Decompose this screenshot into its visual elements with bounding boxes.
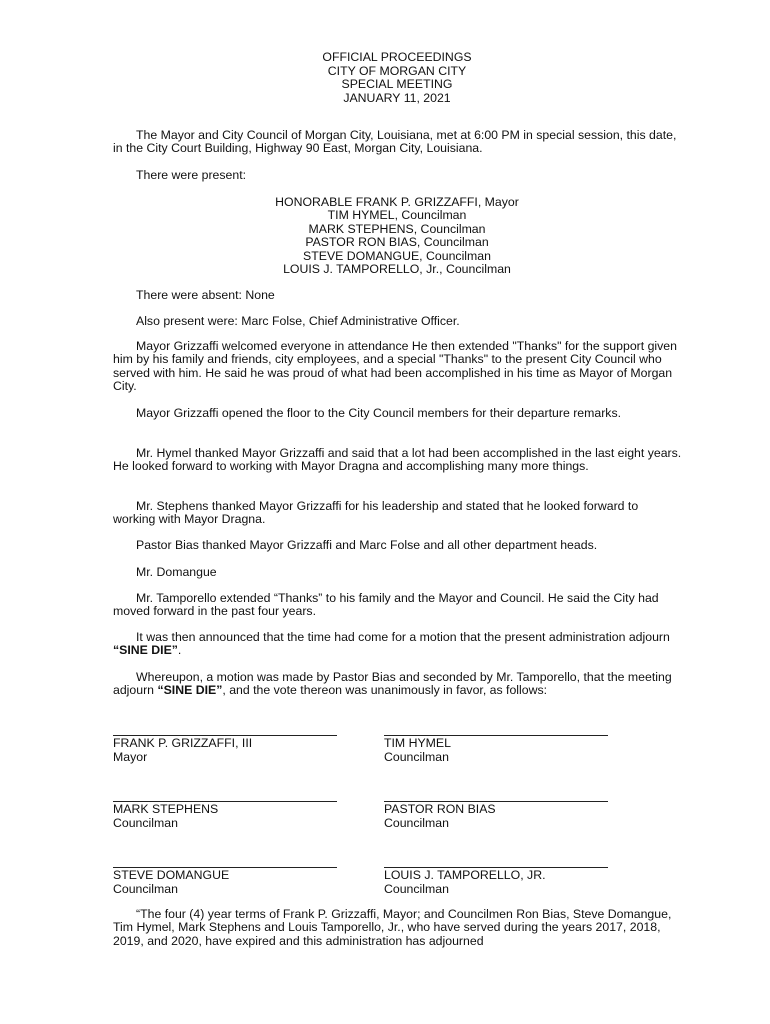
document-header [0, 51, 770, 105]
attendee-item: STEVE DOMANGUE, Councilman [303, 248, 491, 263]
signature-block [384, 735, 608, 764]
attendee-list [0, 196, 770, 276]
announce-paragraph [113, 631, 683, 658]
signature-title: Councilman [384, 749, 449, 764]
signature-block [384, 867, 608, 896]
stephens-paragraph: Mr. Stephens thanked Mayor Grizzaffi for his leadership and stated that he looked forward to working with Mayor Dragna. [113, 499, 639, 527]
also-present-paragraph: Also present were: Marc Folse, Chief Administrative Officer. [136, 314, 460, 328]
attendee-item: PASTOR RON BIAS, Councilman [305, 235, 489, 250]
domangue-paragraph: Mr. Domangue [136, 565, 217, 579]
announce-sine-die: “SINE DIE” [113, 643, 178, 658]
header-line-1: OFFICIAL PROCEEDINGS [322, 50, 472, 64]
header-line-4: JANUARY 11, 2021 [343, 90, 451, 105]
signature-title: Councilman [113, 815, 178, 830]
signature-title: Councilman [113, 881, 178, 896]
signature-block [113, 867, 337, 896]
signature-title: Councilman [384, 815, 449, 830]
attendee-item: MARK STEPHENS, Councilman [308, 221, 486, 236]
announce-text: It was then announced that the time had come for a motion that the present administration adjourn [136, 630, 670, 644]
header-line-3: SPECIAL MEETING [341, 77, 453, 91]
announce-end: . [177, 643, 182, 658]
signature-block [113, 801, 337, 830]
motion-paragraph [113, 671, 683, 698]
motion-text: Whereupon, a motion was made by Pastor Bias and seconded by Mr. Tamporello, that the meeting adjourn [113, 670, 672, 698]
signature-name: STEVE DOMANGUE [113, 868, 230, 882]
hymel-paragraph: Mr. Hymel thanked Mayor Grizzaffi and said that a lot had been accomplished in the last eight years. He looked forward to working with Mayor Dragna and accomplishing many more things. [113, 446, 682, 474]
bias-paragraph: Pastor Bias thanked Mayor Grizzaffi and Marc Folse and all other department heads. [136, 538, 598, 552]
signature-name: LOUIS J. TAMPORELLO, JR. [384, 868, 546, 882]
present-label: There were present: [136, 168, 247, 182]
intro-paragraph: The Mayor and City Council of Morgan City, Louisiana, met at 6:00 PM in special session, this date, in the City Court Building, Highway 90 East, Morgan City, Louisiana. [113, 128, 677, 156]
welcome-paragraph: Mayor Grizzaffi welcomed everyone in attendance He then extended "Thanks" for the support given him by his family and friends, city employees, and a special "Thanks" to the present City Council who served with him. He said he was proud of what had been accomplished in his time as Mayor of Morgan City. [113, 339, 677, 394]
attendee-item: LOUIS J. TAMPORELLO, Jr., Councilman [283, 262, 511, 277]
attendee-item: HONORABLE FRANK P. GRIZZAFFI, Mayor [275, 195, 519, 209]
signature-title: Councilman [384, 881, 449, 896]
closing-paragraph: “The four (4) year terms of Frank P. Grizzaffi, Mayor; and Councilmen Ron Bias, Steve Domangue, Tim Hymel, Mark Stephens and Louis Tamporello, Jr., who have served during the years 2017, 2018, 2019, and 2020, have expired and this administration has adjourned [113, 907, 672, 948]
signature-block [384, 801, 608, 830]
signature-name: TIM HYMEL [384, 736, 451, 750]
signature-name: PASTOR RON BIAS [384, 802, 496, 816]
signature-name: FRANK P. GRIZZAFFI, III [113, 736, 253, 750]
motion-end: , and the vote thereon was unanimously in favor, as follows: [222, 683, 548, 698]
header-line-2: CITY OF MORGAN CITY [327, 63, 467, 78]
attendee-item: TIM HYMEL, Councilman [327, 208, 467, 223]
tamporello-paragraph: Mr. Tamporello extended “Thanks” to his family and the Mayor and Council. He said the City had moved forward in the past four years. [113, 591, 659, 619]
signature-block [113, 735, 337, 764]
signature-name: MARK STEPHENS [113, 802, 219, 816]
motion-sine-die: “SINE DIE” [157, 683, 223, 698]
floor-paragraph: Mayor Grizzaffi opened the floor to the City Council members for their departure remarks. [136, 406, 622, 420]
absent-paragraph: There were absent: None [136, 288, 275, 302]
signature-title: Mayor [113, 749, 148, 764]
